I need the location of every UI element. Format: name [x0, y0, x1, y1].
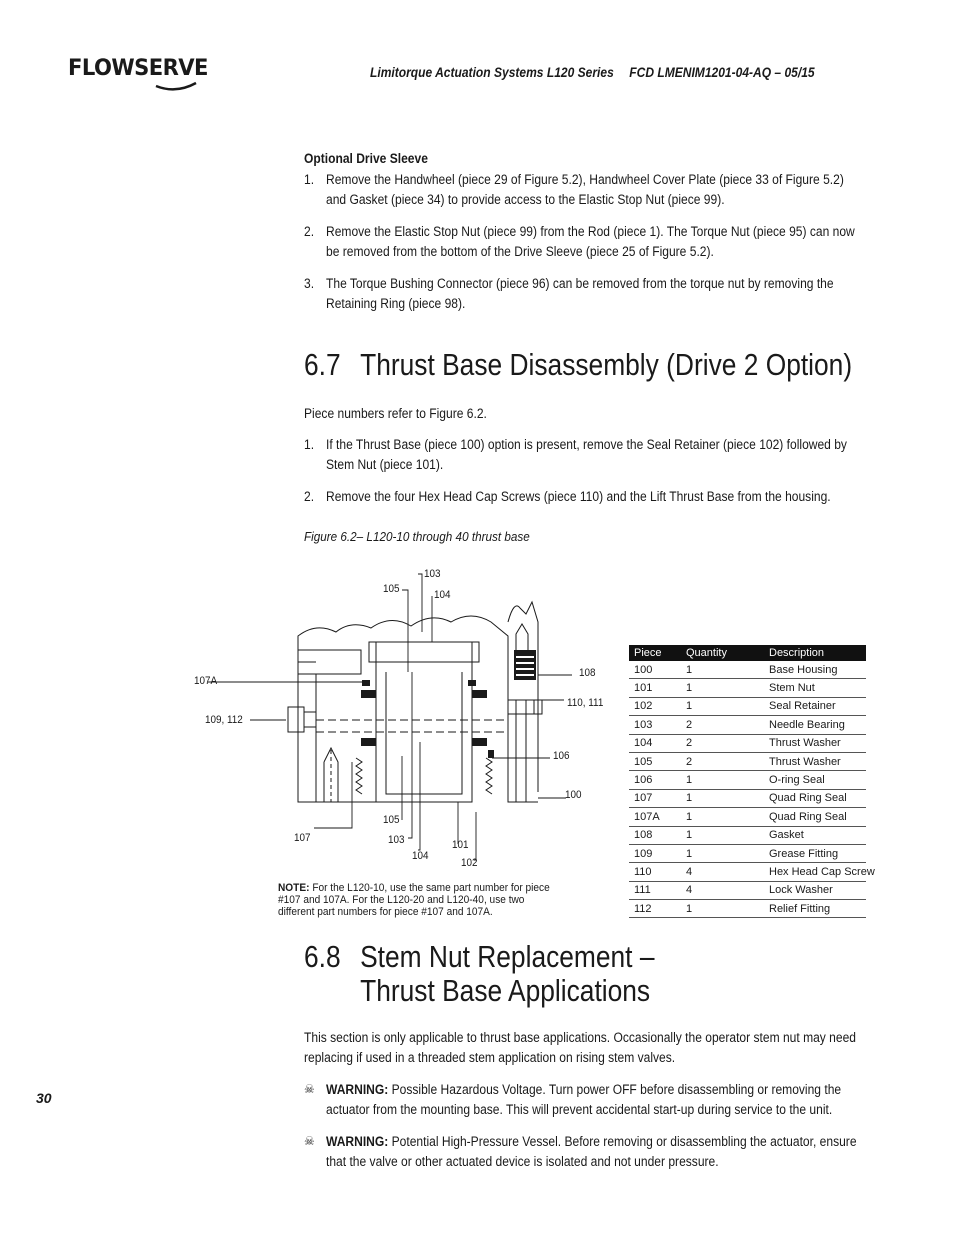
section-heading-6-8 [304, 940, 654, 974]
quantity-cell: 1 [681, 771, 764, 789]
section-number: 6.8 [304, 939, 341, 974]
table-row [629, 808, 866, 826]
table-header-row [629, 645, 866, 661]
table-row [629, 716, 866, 734]
description-cell: Hex Head Cap Screw [764, 863, 866, 881]
piece-cell: 107 [629, 789, 681, 807]
piece-cell: 107A [629, 808, 681, 826]
list-item-text: Remove the Elastic Stop Nut (piece 99) from the Rod (piece 1). The Torque Nut (piece 95) can now [326, 224, 855, 239]
list-item-text: Stem Nut (piece 101). [326, 457, 444, 472]
page-number: 30 [36, 1090, 52, 1106]
table-row [629, 881, 866, 899]
warning-text [326, 1080, 841, 1100]
callout-104-bottom: 104 [412, 850, 429, 862]
table-row [629, 771, 866, 789]
figure-note [278, 882, 563, 918]
list-item-text: and Gasket (piece 34) to provide access to the Elastic Stop Nut (piece 99). [326, 192, 725, 207]
callout-103-bottom: 103 [388, 834, 405, 846]
table-row [629, 679, 866, 697]
quantity-cell: 1 [681, 826, 764, 844]
table-row [629, 661, 866, 679]
list-item-text: be removed from the bottom of the Drive Sleeve (piece 25 of Figure 5.2). [326, 244, 714, 259]
table-row [629, 826, 866, 844]
logo-wordmark: FLOWSERVE [68, 56, 208, 81]
column-header: Quantity [681, 645, 764, 661]
piece-cell: 111 [629, 881, 681, 899]
quantity-cell: 1 [681, 697, 764, 715]
warning-line: that the valve or other actuated device is isolated and not under pressure. [326, 1154, 719, 1169]
quantity-cell: 2 [681, 734, 764, 752]
list-item-text: If the Thrust Base (piece 100) option is present, remove the Seal Retainer (piece 102) followed by [326, 437, 847, 452]
description-cell: Quad Ring Seal [764, 789, 866, 807]
header-doc-code: FCD LMENIM1201-04-AQ – 05/15 [629, 64, 815, 80]
description-cell: Quad Ring Seal [764, 808, 866, 826]
thrust-base-diagram [186, 562, 606, 880]
list-number: 3. [304, 276, 315, 291]
callout-106: 106 [553, 750, 570, 762]
description-cell: Thrust Washer [764, 752, 866, 770]
section-number: 6.7 [304, 347, 341, 382]
table-row [629, 863, 866, 881]
parts-table [629, 645, 875, 918]
quantity-cell: 1 [681, 661, 764, 679]
section-title-line1: Stem Nut Replacement – [360, 939, 655, 974]
list-item-text: The Torque Bushing Connector (piece 96) can be removed from the torque nut by removing the [326, 276, 834, 291]
description-cell: Needle Bearing [764, 716, 866, 734]
document-header [370, 64, 815, 80]
table-row [629, 734, 866, 752]
quantity-cell: 2 [681, 716, 764, 734]
list-number: 1. [304, 172, 315, 187]
list-item-text: Retaining Ring (piece 98). [326, 296, 466, 311]
column-header: Piece [629, 645, 681, 661]
callout-105-bottom: 105 [383, 814, 400, 826]
description-cell: Base Housing [764, 661, 866, 679]
list-number: 2. [304, 224, 315, 239]
callout-107a: 107A [194, 675, 218, 687]
logo-swoosh [68, 56, 208, 96]
callout-107: 107 [294, 832, 311, 844]
piece-cell: 102 [629, 697, 681, 715]
table-row [629, 789, 866, 807]
column-header: Description [764, 645, 866, 661]
description-cell: Thrust Washer [764, 734, 866, 752]
piece-cell: 110 [629, 863, 681, 881]
list-number: 1. [304, 437, 315, 452]
callout-105-top: 105 [383, 583, 400, 595]
callout-100: 100 [565, 789, 582, 801]
quantity-cell: 1 [681, 900, 764, 918]
subsection-title: Optional Drive Sleeve [304, 151, 428, 166]
note-text: For the L120-10, use the same part number for piece #107 and 107A. For the L120-20 and L120-40, use two different part numbers for piece #107 and 107A. [278, 882, 550, 918]
callout-109-112: 109, 112 [205, 714, 243, 726]
piece-cell: 106 [629, 771, 681, 789]
callout-108: 108 [579, 667, 596, 679]
warning-line: Potential High-Pressure Vessel. Before removing or disassembling the actuator, ensure [391, 1134, 857, 1149]
quantity-cell: 2 [681, 752, 764, 770]
quantity-cell: 1 [681, 679, 764, 697]
skull-icon: ☠ [304, 1134, 315, 1148]
callout-110-111: 110, 111 [567, 697, 604, 709]
table-row [629, 697, 866, 715]
description-cell: Relief Fitting [764, 900, 866, 918]
piece-cell: 103 [629, 716, 681, 734]
callout-104-top: 104 [434, 589, 451, 601]
table-row [629, 900, 866, 918]
quantity-cell: 1 [681, 844, 764, 862]
description-cell: Lock Washer [764, 881, 866, 899]
list-item-text: Remove the four Hex Head Cap Screws (piece 110) and the Lift Thrust Base from the housing. [326, 489, 831, 504]
note-label: NOTE: [278, 882, 310, 894]
section-heading-6-7 [304, 348, 852, 382]
warning-label: WARNING: [326, 1082, 389, 1097]
warning-line: actuator from the mounting base. This will prevent accidental start-up during service to the unit. [326, 1102, 833, 1117]
section-title-line2: Thrust Base Applications [360, 973, 651, 1008]
figure-caption: Figure 6.2– L120-10 through 40 thrust base [304, 529, 530, 544]
callout-102: 102 [461, 857, 478, 869]
quantity-cell: 1 [681, 789, 764, 807]
section-body-text: This section is only applicable to thrust base applications. Occasionally the operator stem nut may need [304, 1030, 856, 1045]
callout-101: 101 [452, 839, 469, 851]
quantity-cell: 4 [681, 863, 764, 881]
section-heading-6-8-line2 [304, 974, 650, 1008]
piece-cell: 112 [629, 900, 681, 918]
piece-cell: 108 [629, 826, 681, 844]
piece-cell: 109 [629, 844, 681, 862]
quantity-cell: 4 [681, 881, 764, 899]
section-body-text: replacing if used in a threaded stem application on rising stem valves. [304, 1050, 676, 1065]
description-cell: Seal Retainer [764, 697, 866, 715]
list-number: 2. [304, 489, 315, 504]
description-cell: Gasket [764, 826, 866, 844]
skull-icon: ☠ [304, 1082, 315, 1096]
description-cell: Grease Fitting [764, 844, 866, 862]
warning-label: WARNING: [326, 1134, 389, 1149]
piece-cell: 104 [629, 734, 681, 752]
description-cell: O-ring Seal [764, 771, 866, 789]
callout-103-top: 103 [424, 568, 441, 580]
list-item-text: Remove the Handwheel (piece 29 of Figure 5.2), Handwheel Cover Plate (piece 33 of Figure 5.2) [326, 172, 844, 187]
piece-cell: 100 [629, 661, 681, 679]
header-series: Limitorque Actuation Systems L120 Series [370, 64, 614, 80]
quantity-cell: 1 [681, 808, 764, 826]
warning-text [326, 1132, 857, 1152]
description-cell: Stem Nut [764, 679, 866, 697]
flowserve-logo [68, 56, 208, 96]
piece-cell: 105 [629, 752, 681, 770]
table-row [629, 752, 866, 770]
warning-line: Possible Hazardous Voltage. Turn power OFF before disassembling or removing the [391, 1082, 842, 1097]
section-title: Thrust Base Disassembly (Drive 2 Option) [360, 347, 853, 382]
table-row [629, 844, 866, 862]
piece-cell: 101 [629, 679, 681, 697]
section-intro: Piece numbers refer to Figure 6.2. [304, 406, 487, 421]
